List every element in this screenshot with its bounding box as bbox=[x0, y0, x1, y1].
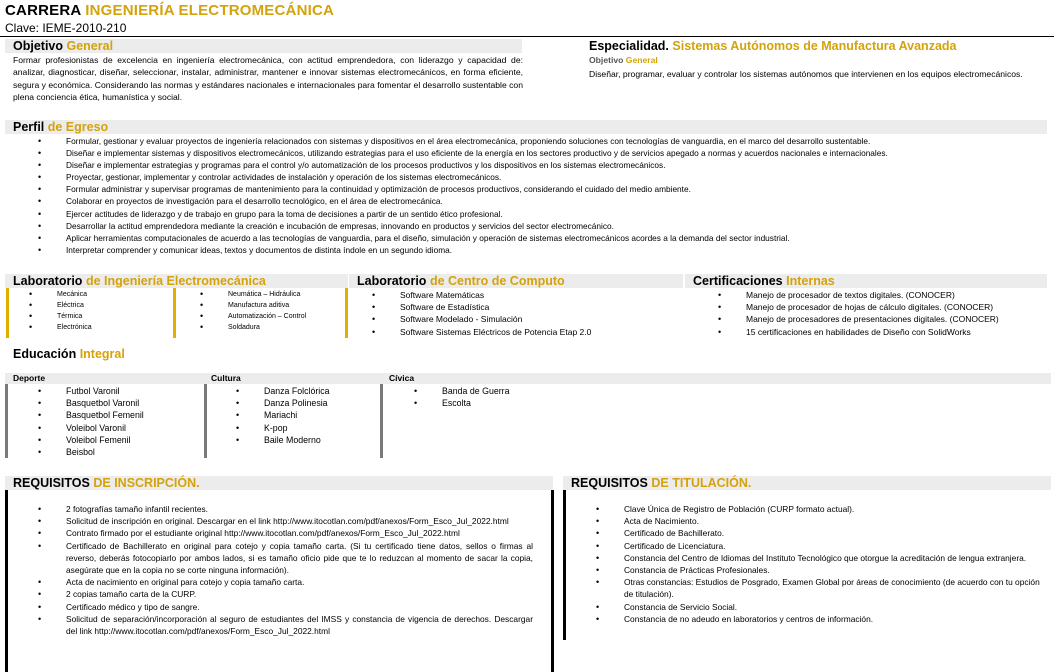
list-item: • Software Matemáticas bbox=[400, 289, 680, 301]
inscripcion-bar-right bbox=[551, 490, 554, 672]
edu-bar-1 bbox=[5, 384, 8, 458]
cultura-label: Cultura bbox=[211, 373, 241, 383]
list-item: • Danza Polinesia bbox=[264, 397, 374, 409]
list-item: • Proyectar, gestionar, implementar y controlar actividades de instalación y operación de los sistemas electromecánicos. bbox=[66, 171, 1051, 183]
inscripcion-list bbox=[66, 503, 533, 637]
list-item: • Constancia de no adeudo en laboratorios y centros de información. bbox=[624, 613, 1044, 625]
lab-computo-list bbox=[400, 289, 680, 338]
list-item: • Térmica bbox=[57, 311, 167, 322]
list-item: • Certificado médico y tipo de sangre. bbox=[66, 601, 533, 613]
list-item: • Software Sistemas Eléctricos de Potencia Etap 2.0 bbox=[400, 326, 680, 338]
list-item: • Mariachi bbox=[264, 409, 374, 421]
perfil-list bbox=[66, 135, 1051, 256]
list-item: • Basquetbol Femenil bbox=[66, 409, 196, 421]
list-item: • Neumática – Hidráulica bbox=[228, 289, 343, 300]
list-item: • Solicitud de inscripción en original. Descargar en el link http://www.itocotlan.com/pdf/anexos/Form_Esco_Jul_2022.html bbox=[66, 515, 533, 527]
lab-bar-2 bbox=[173, 288, 176, 338]
list-item: • Acta de Nacimiento. bbox=[624, 515, 1044, 527]
list-item: • Interpretar comprender y comunicar ideas, textos y documentos de distinta índole en un segundo idioma. bbox=[66, 244, 1051, 256]
list-item: • Futbol Varonil bbox=[66, 385, 196, 397]
edu-bar-3 bbox=[380, 384, 383, 458]
list-item: • Eléctrica bbox=[57, 300, 167, 311]
list-item: • Constancia de Servicio Social. bbox=[624, 601, 1044, 613]
career-code: Clave: IEME-2010-210 bbox=[5, 21, 127, 35]
certificaciones-heading: Certificaciones Internas bbox=[685, 274, 1047, 288]
list-item: • Voleibol Femenil bbox=[66, 434, 196, 446]
list-item: • Constancia de Prácticas Profesionales. bbox=[624, 564, 1044, 576]
perfil-heading: Perfil de Egreso bbox=[5, 120, 1047, 134]
list-item: • Voleibol Varonil bbox=[66, 422, 196, 434]
list-item: • Diseñar e implementar sistemas y dispositivos electromecánicos, utilizando estrategias para el uso eficiente de la energía en los sectores productivo y de servicios apegado a normas y acuerdos nacionales e internacionales. bbox=[66, 147, 1051, 159]
list-item: • Baile Moderno bbox=[264, 434, 374, 446]
lab-ingenieria-heading: Laboratorio de Ingeniería Electromecánica bbox=[5, 274, 348, 288]
list-item: • Mecánica bbox=[57, 289, 167, 300]
list-item: • Ejercer actitudes de liderazgo y de trabajo en grupo para la toma de decisiones a partir de un sentido ético profesional. bbox=[66, 208, 1051, 220]
page-title: CARRERA INGENIERÍA ELECTROMECÁNICA bbox=[5, 2, 335, 19]
list-item: • Manejo de procesador de hojas de cálculo digitales. (CONOCER) bbox=[746, 301, 1051, 313]
objetivo-text: Formar profesionistas de excelencia en ingeniería electromecánica, con actitud emprendedora, con liderazgo y capacidad de: analizar, diagnosticar, diseñar, seleccionar, instalar, administrar, mantener e innovar sistemas electromecánicos, en forma eficiente, segura y económica. Considerando las normas y estándares nacionales e internacionales para fomentar el desarrollo sustentable con plena conciencia ética, humanística y social. bbox=[13, 55, 523, 102]
edu-bar-2 bbox=[204, 384, 207, 458]
list-item: • Banda de Guerra bbox=[442, 385, 562, 397]
list-item: • Formular, gestionar y evaluar proyectos de ingeniería relacionados con sistemas y dispositivos en el área electromecánica, proponiendo soluciones con tecnologías de vanguardia, en el marco del desarrollo sustentable. bbox=[66, 135, 1051, 147]
educacion-category-bar bbox=[5, 373, 1051, 384]
titulacion-list bbox=[624, 503, 1044, 625]
list-item: • Electrónica bbox=[57, 322, 167, 333]
list-item: • Colaborar en proyectos de investigación para el desarrollo tecnológico, en el área de electromecánica. bbox=[66, 195, 1051, 207]
list-item: • Solicitud de separación/incorporación al seguro de estudiantes del IMSS y constancia de vigencia de derechos. Descargar del link http://www.itocotlan.com/pdf/anexos/Form_Esco_Jul_2022.html bbox=[66, 613, 533, 637]
list-item: • Basquetbol Varonil bbox=[66, 397, 196, 409]
list-item: • Certificado de Licenciatura. bbox=[624, 540, 1044, 552]
list-item: • Beisbol bbox=[66, 446, 196, 458]
lab-ingenieria-col2 bbox=[228, 289, 343, 333]
list-item: • Certificado de Bachillerato en original para cotejo y copia tamaño carta. (Si tu certificado tiene datos, sellos o firmas al reverso, deberás fotocopiarlo por ambos lados, si es tamaño oficio pide que te lo reduzcan al momento de sacar la copia, asegúrate que en la copia no se corte ninguna información). bbox=[66, 540, 533, 577]
titulacion-heading: REQUISITOS DE TITULACIÓN. bbox=[563, 476, 1051, 490]
list-item: • 15 certificaciones en habilidades de Diseño con SolidWorks bbox=[746, 326, 1051, 338]
list-item: • Acta de nacimiento en original para cotejo y copia tamaño carta. bbox=[66, 576, 533, 588]
lab-ingenieria-col1 bbox=[57, 289, 167, 333]
civica-label: Cívica bbox=[389, 373, 415, 383]
list-item: • Soldadura bbox=[228, 322, 343, 333]
especialidad-subheading: Objetivo General bbox=[589, 55, 658, 65]
list-item: • 2 fotografías tamaño infantil recientes. bbox=[66, 503, 533, 515]
deporte-label: Deporte bbox=[13, 373, 46, 383]
header-rule bbox=[0, 36, 1054, 37]
list-item: • Software Modelado - Simulación bbox=[400, 313, 680, 325]
educacion-heading: Educación Integral bbox=[13, 347, 125, 361]
list-item: • Software de Estadística bbox=[400, 301, 680, 313]
list-item: • Manejo de procesadores de presentaciones digitales. (CONOCER) bbox=[746, 313, 1051, 325]
list-item: • Manejo de procesador de textos digitales. (CONOCER) bbox=[746, 289, 1051, 301]
especialidad-heading: Especialidad. Sistemas Autónomos de Manufactura Avanzada bbox=[589, 39, 957, 53]
list-item: • Formular administrar y supervisar programas de mantenimiento para la continuidad y optimización de procesos productivos, considerando el cuidado del medio ambiente. bbox=[66, 183, 1051, 195]
lab-bar-1 bbox=[6, 288, 9, 338]
list-item: • 2 copias tamaño carta de la CURP. bbox=[66, 588, 533, 600]
civica-list bbox=[442, 385, 562, 409]
inscripcion-bar bbox=[5, 490, 8, 672]
list-item: • Manufactura aditiva bbox=[228, 300, 343, 311]
list-item: • Escolta bbox=[442, 397, 562, 409]
cultura-list bbox=[264, 385, 374, 446]
list-item: • Contrato firmado por el estudiante original http://www.itocotlan.com/pdf/anexos/Form_Esco_Jul_2022.html bbox=[66, 527, 533, 539]
list-item: • Otras constancias: Estudios de Posgrado, Examen Global por áreas de conocimiento (de acuerdo con tu opción de titulación). bbox=[624, 576, 1044, 600]
list-item: • Danza Folclórica bbox=[264, 385, 374, 397]
list-item: • Certificado de Bachillerato. bbox=[624, 527, 1044, 539]
list-item: • Diseñar e implementar estrategias y programas para el control y/o automatización de los procesos productivos y los dispositivos en los sistemas electromecánicos. bbox=[66, 159, 1051, 171]
objetivo-heading: Objetivo General bbox=[5, 39, 522, 53]
list-item: • Constancia del Centro de Idiomas del Instituto Tecnológico que otorgue la acreditación de lengua extranjera. bbox=[624, 552, 1044, 564]
list-item: • K-pop bbox=[264, 422, 374, 434]
especialidad-text: Diseñar, programar, evaluar y controlar los sistemas autónomos que intervienen en los equipos electromecánicos. bbox=[589, 69, 1023, 79]
list-item: • Clave Única de Registro de Población (CURP formato actual). bbox=[624, 503, 1044, 515]
inscripcion-heading: REQUISITOS DE INSCRIPCIÓN. bbox=[5, 476, 553, 490]
certificaciones-list bbox=[746, 289, 1051, 338]
deporte-list bbox=[66, 385, 196, 458]
list-item: • Automatización – Control bbox=[228, 311, 343, 322]
lab-bar-3 bbox=[345, 288, 348, 338]
list-item: • Desarrollar la actitud emprendedora mediante la creación e incubación de empresas, innovando en productos y servicios del sector electromecánico. bbox=[66, 220, 1051, 232]
titulacion-bar bbox=[563, 490, 566, 640]
lab-computo-heading: Laboratorio de Centro de Computo bbox=[349, 274, 683, 288]
list-item: • Aplicar herramientas computacionales de acuerdo a las tecnologías de vanguardia, para el diseño, simulación y operación de sistemas electromecánicos acordes a la demanda del sector industrial. bbox=[66, 232, 1051, 244]
